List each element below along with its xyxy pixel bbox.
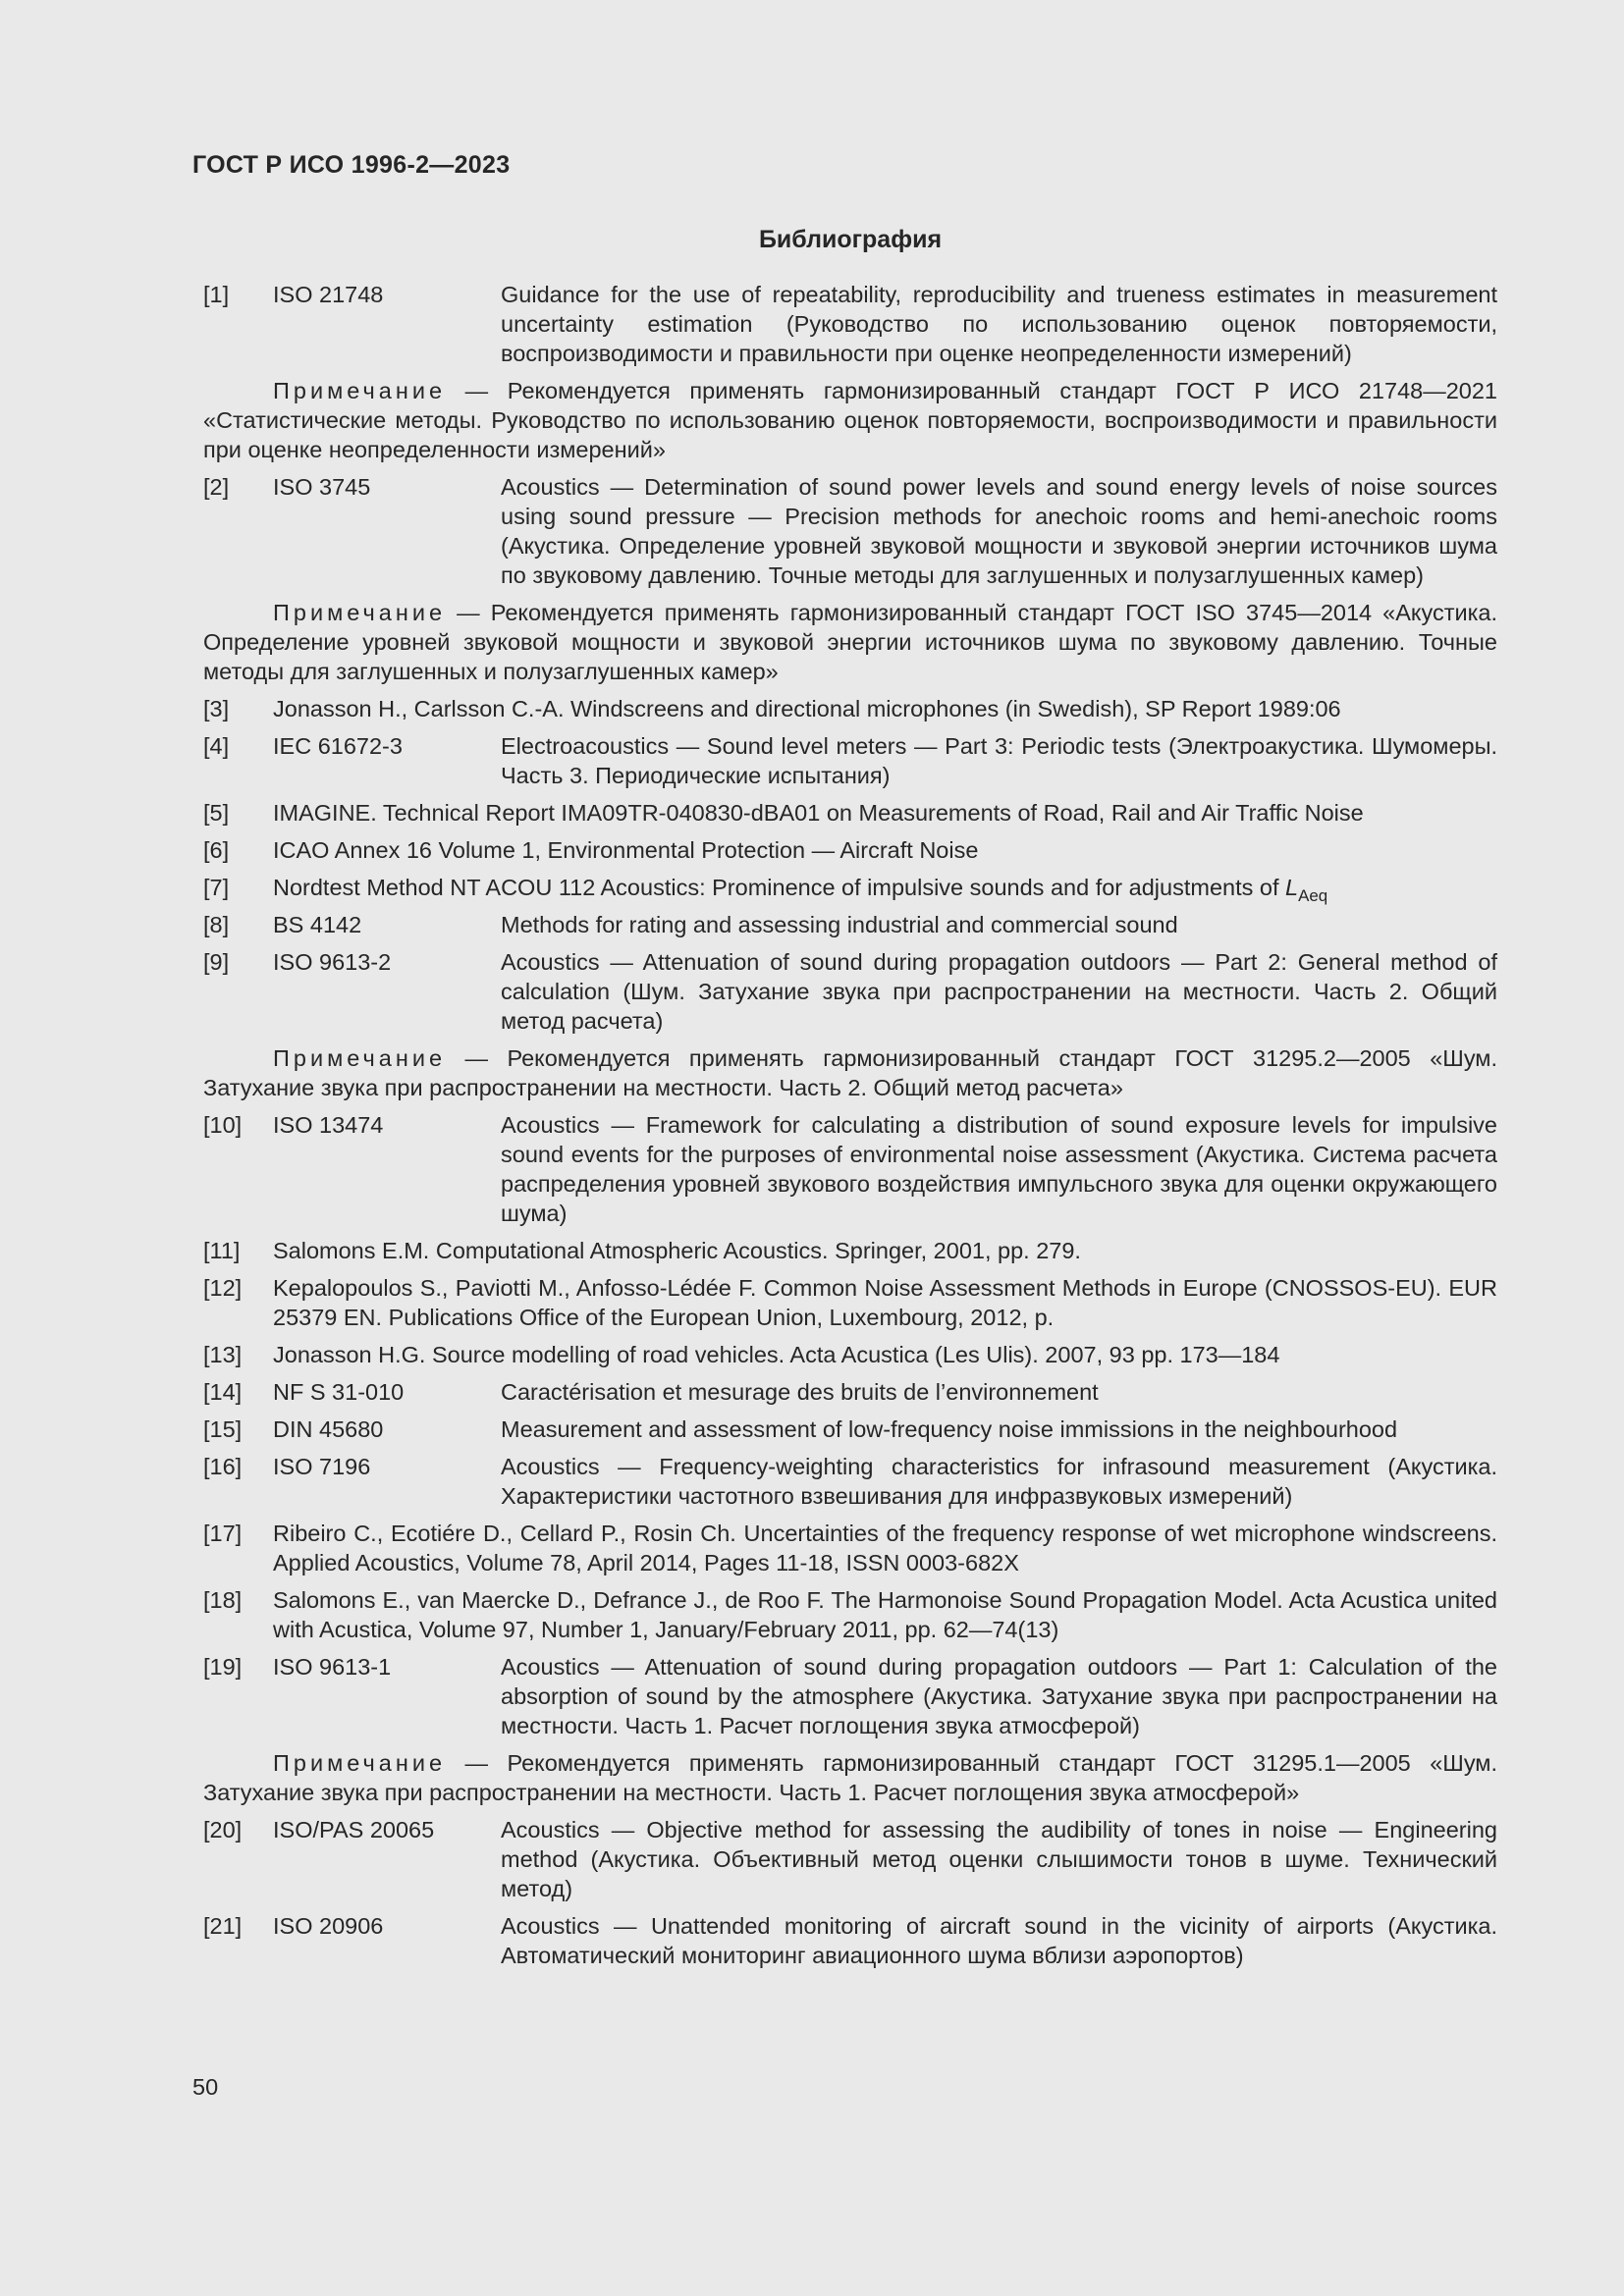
entry-number: [10] — [203, 1112, 243, 1138]
bibliography-entry — [203, 694, 1497, 723]
entry-number: [11] — [203, 1238, 241, 1263]
entry-symbol: L — [1285, 875, 1299, 900]
entry-code: ISO 13474 — [273, 1112, 384, 1138]
bibliography-entry — [203, 1110, 1497, 1228]
entry-number: [15] — [203, 1416, 243, 1442]
entry-number: [9] — [203, 949, 230, 975]
entry-text-body: Ribeiro C., Ecotiére D., Cellard P., Rosin Ch. Uncertainties of the frequency response of wet microphone windscreens. Applied Acoustics, Volume 78, April 2014, Pages 11-18, ISSN 0003-682X — [273, 1521, 1497, 1575]
entry-description: Acoustics — Determination of sound power levels and sound energy levels of noise sources using sound pressure — Precision methods for anechoic rooms and hemi-anechoic rooms (Акустика. Определение уровней звуковой мощности и звуковой энергии источников шума по звуковому давлению. Точные методы для заглушенных и полузаглушенных камер) — [501, 474, 1497, 588]
note-label: Примечание — [273, 1750, 447, 1776]
entry-note — [203, 598, 1497, 686]
entry-code: DIN 45680 — [273, 1416, 384, 1442]
entry-note — [203, 1043, 1497, 1102]
entry-number: [13] — [203, 1342, 243, 1367]
entry-description: Acoustics — Attenuation of sound during propagation outdoors — Part 2: General method of calculation (Шум. Затухание звука при распространении на местности. Часть 2. Общий метод расчета) — [501, 949, 1497, 1034]
entry-description: Acoustics — Objective method for assessing the audibility of tones in noise — Engineering method (Акустика. Объективный метод оценки слышимости тонов в шуме. Технический метод) — [501, 1817, 1497, 1901]
entry-number: [20] — [203, 1817, 243, 1842]
entry-number: [2] — [203, 474, 230, 500]
entry-text-body: Kepalopoulos S., Paviotti M., Anfosso-Lédée F. Common Noise Assessment Methods in Europe (CNOSSOS-EU). EUR 25379 EN. Publications Office of the European Union, Luxembourg, 2012, p. — [273, 1275, 1497, 1330]
entry-number: [12] — [203, 1275, 243, 1301]
entry-number: [6] — [203, 837, 230, 863]
entry-text-body: Salomons E., van Maercke D., Defrance J., de Roo F. The Harmonoise Sound Propagation Model. Acta Acustica united with Acustica, Volume 97, Number 1, January/February 2011, pp. 62—74(13) — [273, 1587, 1497, 1642]
bibliography-entry — [203, 1585, 1497, 1644]
note-text: — Рекомендуется применять гармонизированный стандарт ГОСТ ISO 3745—2014 «Акустика. Определение уровней звуковой мощности и звуковой энергии источников шума по звуковому давлению. Точные методы для заглушенных и полузаглушенных камер» — [203, 600, 1497, 684]
bibliography-entry — [203, 731, 1497, 790]
entry-text — [273, 835, 1497, 865]
entry-code: BS 4142 — [273, 912, 362, 937]
bibliography-entry — [203, 947, 1497, 1036]
entry-number: [4] — [203, 733, 230, 759]
entry-code: ISO 9613-1 — [273, 1654, 392, 1680]
entry-code: ISO 20906 — [273, 1913, 384, 1939]
bibliography-entry — [203, 910, 1497, 939]
entry-code: ISO 21748 — [273, 282, 384, 307]
entry-description: Methods for rating and assessing industrial and commercial sound — [501, 912, 1178, 937]
entry-number: [19] — [203, 1654, 243, 1680]
entry-description: Acoustics — Frequency-weighting characteristics for infrasound measurement (Акустика. Характеристики частотного взвешивания для инфразвуковых измерений) — [501, 1454, 1497, 1509]
entry-text — [273, 873, 1497, 905]
entry-code: ISO 7196 — [273, 1454, 371, 1479]
bibliography-entry — [203, 1452, 1497, 1511]
entry-note — [203, 376, 1497, 464]
entry-code: IEC 61672-3 — [273, 733, 403, 759]
note-text: — Рекомендуется применять гармонизированный стандарт ГОСТ Р ИСО 21748—2021 «Статистические методы. Руководство по использованию оценок повторяемости, воспроизводимости и правильности при оценке неопределенности измерений» — [203, 378, 1497, 462]
bibliography-entry — [203, 472, 1497, 590]
entry-code: ISO 9613-2 — [273, 949, 392, 975]
section-title: Библиография — [758, 226, 943, 253]
bibliography-entry — [203, 1519, 1497, 1577]
bibliography-entry — [203, 1377, 1497, 1407]
entry-number: [17] — [203, 1521, 243, 1546]
entry-number: [7] — [203, 875, 230, 900]
bibliography-entry — [203, 1415, 1497, 1444]
entry-note — [203, 1748, 1497, 1807]
entry-text — [273, 1273, 1497, 1332]
entry-text-body: ICAO Annex 16 Volume 1, Environmental Protection — Aircraft Noise — [273, 837, 979, 863]
note-label: Примечание — [273, 378, 447, 403]
entry-code: NF S 31-010 — [273, 1379, 405, 1405]
entry-code: ISO/PAS 20065 — [273, 1817, 435, 1842]
note-label: Примечание — [273, 600, 447, 625]
entry-description: Measurement and assessment of low-frequency noise immissions in the neighbourhood — [501, 1416, 1398, 1442]
entry-number: [1] — [203, 282, 230, 307]
entry-number: [8] — [203, 912, 230, 937]
bibliography-entry — [203, 798, 1497, 828]
bibliography-entry — [203, 1340, 1497, 1369]
note-text: — Рекомендуется применять гармонизированный стандарт ГОСТ 31295.2—2005 «Шум. Затухание звука при распространении на местности. Часть 2. Общий метод расчета» — [203, 1045, 1497, 1100]
entry-text-body: Jonasson H., Carlsson C.-A. Windscreens and directional microphones (in Swedish), SP Report 1989:06 — [273, 696, 1341, 721]
entry-description: Acoustics — Attenuation of sound during propagation outdoors — Part 1: Calculation of the absorption of sound by the atmosphere (Акустика. Затухание звука при распространении на местности. Часть 1. Расчет поглощения звука атмосферой) — [501, 1654, 1497, 1738]
note-label: Примечание — [273, 1045, 447, 1071]
entry-symbol-subscript: Aeq — [1298, 885, 1328, 905]
document-header: ГОСТ Р ИСО 1996-2—2023 — [192, 151, 511, 179]
note-text: — Рекомендуется применять гармонизированный стандарт ГОСТ 31295.1—2005 «Шум. Затухание звука при распространении на местности. Часть 1. Расчет поглощения звука атмосферой» — [203, 1750, 1497, 1805]
bibliography-entry — [203, 1652, 1497, 1740]
bibliography-entry — [203, 1273, 1497, 1332]
entry-number: [21] — [203, 1913, 243, 1939]
entry-number: [16] — [203, 1454, 243, 1479]
page-number: 50 — [192, 2074, 219, 2100]
bibliography-entry — [203, 1236, 1497, 1265]
entry-description: Electroacoustics — Sound level meters — Part 3: Periodic tests (Электроакустика. Шумомеры. Часть 3. Периодические испытания) — [501, 733, 1497, 788]
entry-text — [273, 798, 1497, 828]
entry-text-body: Jonasson H.G. Source modelling of road vehicles. Acta Acustica (Les Ulis). 2007, 93 pp. 173—184 — [273, 1342, 1280, 1367]
entry-text-body: IMAGINE. Technical Report IMA09TR-040830-dBA01 on Measurements of Road, Rail and Air Traffic Noise — [273, 800, 1364, 826]
entry-description: Acoustics — Unattended monitoring of aircraft sound in the vicinity of airports (Акустика. Автоматический мониторинг авиационного шума вблизи аэропортов) — [501, 1913, 1497, 1968]
bibliography-entry — [203, 1911, 1497, 1970]
entry-text-body: Nordtest Method NT ACOU 112 Acoustics: Prominence of impulsive sounds and for adjustments of — [273, 875, 1286, 900]
entry-number: [18] — [203, 1587, 243, 1613]
entry-text — [273, 1340, 1497, 1369]
entry-text — [273, 694, 1497, 723]
bibliography-entry — [203, 873, 1497, 905]
bibliography-list — [203, 280, 1497, 1978]
entry-text — [273, 1585, 1497, 1644]
bibliography-entry — [203, 835, 1497, 865]
entry-number: [14] — [203, 1379, 243, 1405]
entry-number: [3] — [203, 696, 230, 721]
entry-description: Caractérisation et mesurage des bruits de l’environnement — [501, 1379, 1099, 1405]
entry-text-body: Salomons E.M. Computational Atmospheric Acoustics. Springer, 2001, pp. 279. — [273, 1238, 1081, 1263]
entry-description: Acoustics — Framework for calculating a distribution of sound exposure levels for impulsive sound events for the purposes of environmental noise assessment (Акустика. Система расчета распределения уровней звукового воздействия импульсного звука для оценки окружающего шума) — [501, 1112, 1497, 1226]
entry-number: [5] — [203, 800, 230, 826]
bibliography-entry — [203, 280, 1497, 368]
entry-code: ISO 3745 — [273, 474, 371, 500]
entry-description: Guidance for the use of repeatability, reproducibility and trueness estimates in measurement uncertainty estimation (Руководство по использованию оценок повторяемости, воспроизводимости и правильности при оценке неопределенности измерений) — [501, 282, 1497, 366]
bibliography-entry — [203, 1815, 1497, 1903]
entry-text — [273, 1236, 1497, 1265]
entry-text — [273, 1519, 1497, 1577]
